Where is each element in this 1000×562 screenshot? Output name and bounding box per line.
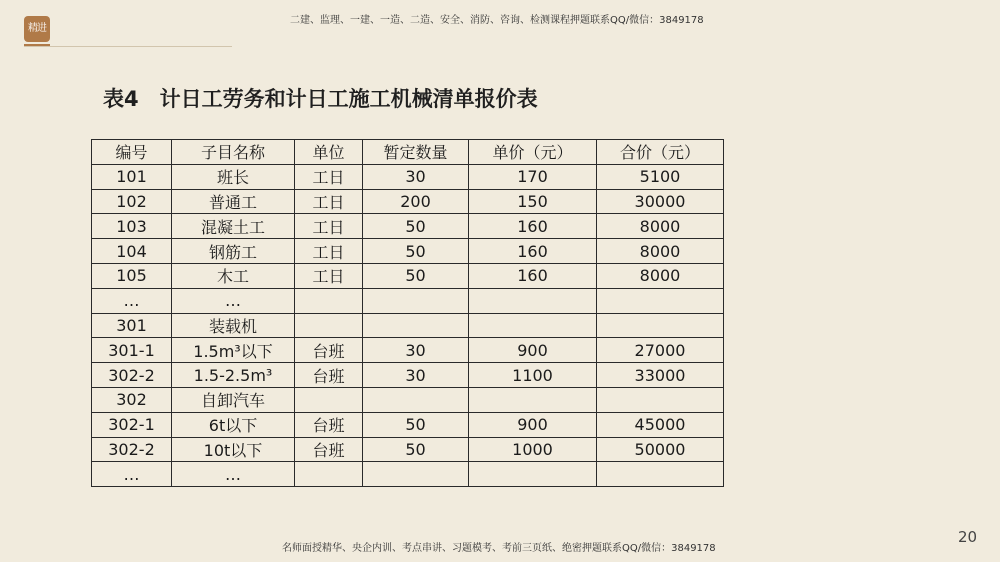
table-row (92, 313, 724, 338)
table-cell: … (172, 288, 295, 313)
table-cell: … (172, 462, 295, 487)
table-cell: 6t以下 (172, 412, 295, 437)
table-cell: 302 (92, 387, 172, 412)
table-cell: 104 (92, 239, 172, 264)
footer-text: 名师面授精华、央企内训、考点串讲、习题模考、考前三页纸、绝密押题联系QQ/微信：3849178 (282, 543, 716, 554)
table-cell: 101 (92, 164, 172, 189)
table-cell: 工日 (295, 239, 363, 264)
table-cell: 27000 (597, 338, 724, 363)
table-row (92, 288, 724, 313)
table-cell: 50 (363, 437, 469, 462)
table-cell (597, 288, 724, 313)
table-cell: 5100 (597, 164, 724, 189)
table-cell: 302-1 (92, 412, 172, 437)
page-title: 表4 计日工劳务和计日工施工机械清单报价表 (103, 87, 538, 111)
header-cell: 子目名称 (172, 140, 295, 165)
table-cell: 33000 (597, 363, 724, 388)
header-cell: 合价（元） (597, 140, 724, 165)
table-cell: 103 (92, 214, 172, 239)
table-cell: 170 (469, 164, 597, 189)
page-number: 20 (958, 528, 978, 546)
table-cell: 105 (92, 263, 172, 288)
table-row (92, 412, 724, 437)
header-cell: 暂定数量 (363, 140, 469, 165)
table-cell: 50 (363, 239, 469, 264)
table-cell: … (92, 288, 172, 313)
table-cell: … (92, 462, 172, 487)
table-cell (469, 313, 597, 338)
table-cell: 混凝土工 (172, 214, 295, 239)
table-cell: 工日 (295, 164, 363, 189)
table-cell: 自卸汽车 (172, 387, 295, 412)
table-row (92, 462, 724, 487)
table-cell: 302-2 (92, 363, 172, 388)
table-cell (363, 288, 469, 313)
table-cell (469, 462, 597, 487)
table-header-row (92, 140, 724, 165)
table-row (92, 263, 724, 288)
table-row (92, 437, 724, 462)
table-row (92, 363, 724, 388)
table-cell: 160 (469, 214, 597, 239)
brand-logo (24, 16, 50, 42)
table-cell: 8000 (597, 214, 724, 239)
table-cell: 50 (363, 263, 469, 288)
table-row (92, 189, 724, 214)
table-cell: 8000 (597, 263, 724, 288)
table-row (92, 164, 724, 189)
table-cell: 301 (92, 313, 172, 338)
table-cell: 30 (363, 338, 469, 363)
table-cell: 1000 (469, 437, 597, 462)
table-cell: 工日 (295, 214, 363, 239)
table-cell: 班长 (172, 164, 295, 189)
table-cell (597, 462, 724, 487)
table-cell: 200 (363, 189, 469, 214)
table-cell (295, 387, 363, 412)
table-cell: 1.5m³以下 (172, 338, 295, 363)
header-divider (24, 46, 232, 47)
header-cell: 单价（元） (469, 140, 597, 165)
table-cell: 45000 (597, 412, 724, 437)
table-cell (363, 462, 469, 487)
table-row (92, 387, 724, 412)
table-cell (295, 313, 363, 338)
top-banner: 二建、监理、一建、一造、二造、安全、消防、咨询、检测课程押题联系QQ/微信：3849178 (290, 15, 704, 26)
header-cell: 编号 (92, 140, 172, 165)
table-cell: 木工 (172, 263, 295, 288)
table-cell: 装载机 (172, 313, 295, 338)
table-cell (597, 387, 724, 412)
table-cell: 8000 (597, 239, 724, 264)
table-row (92, 239, 724, 264)
table-cell: 302-2 (92, 437, 172, 462)
table-cell: 50 (363, 214, 469, 239)
header-cell: 单位 (295, 140, 363, 165)
table-cell: 160 (469, 239, 597, 264)
table-row (92, 214, 724, 239)
table-cell: 30000 (597, 189, 724, 214)
table-cell: 50 (363, 412, 469, 437)
table-cell: 台班 (295, 363, 363, 388)
table-cell: 301-1 (92, 338, 172, 363)
table-cell (363, 313, 469, 338)
table-cell (295, 462, 363, 487)
table-cell: 102 (92, 189, 172, 214)
table-cell (469, 288, 597, 313)
table-cell (469, 387, 597, 412)
table-cell: 普通工 (172, 189, 295, 214)
table-cell: 150 (469, 189, 597, 214)
table-row (92, 338, 724, 363)
table-cell: 50000 (597, 437, 724, 462)
table-cell (363, 387, 469, 412)
table-cell: 工日 (295, 263, 363, 288)
table-cell: 900 (469, 338, 597, 363)
quote-table (91, 139, 724, 487)
table-cell: 10t以下 (172, 437, 295, 462)
table-cell (295, 288, 363, 313)
table-cell: 工日 (295, 189, 363, 214)
table-cell: 30 (363, 363, 469, 388)
table-cell: 1100 (469, 363, 597, 388)
table-cell: 30 (363, 164, 469, 189)
table-cell: 160 (469, 263, 597, 288)
table-cell: 台班 (295, 437, 363, 462)
table-cell: 900 (469, 412, 597, 437)
table-cell: 钢筋工 (172, 239, 295, 264)
table-cell: 台班 (295, 412, 363, 437)
table-cell: 台班 (295, 338, 363, 363)
table-cell (597, 313, 724, 338)
table-cell: 1.5-2.5m³ (172, 363, 295, 388)
brand-logo-text: 精进 (28, 23, 46, 34)
